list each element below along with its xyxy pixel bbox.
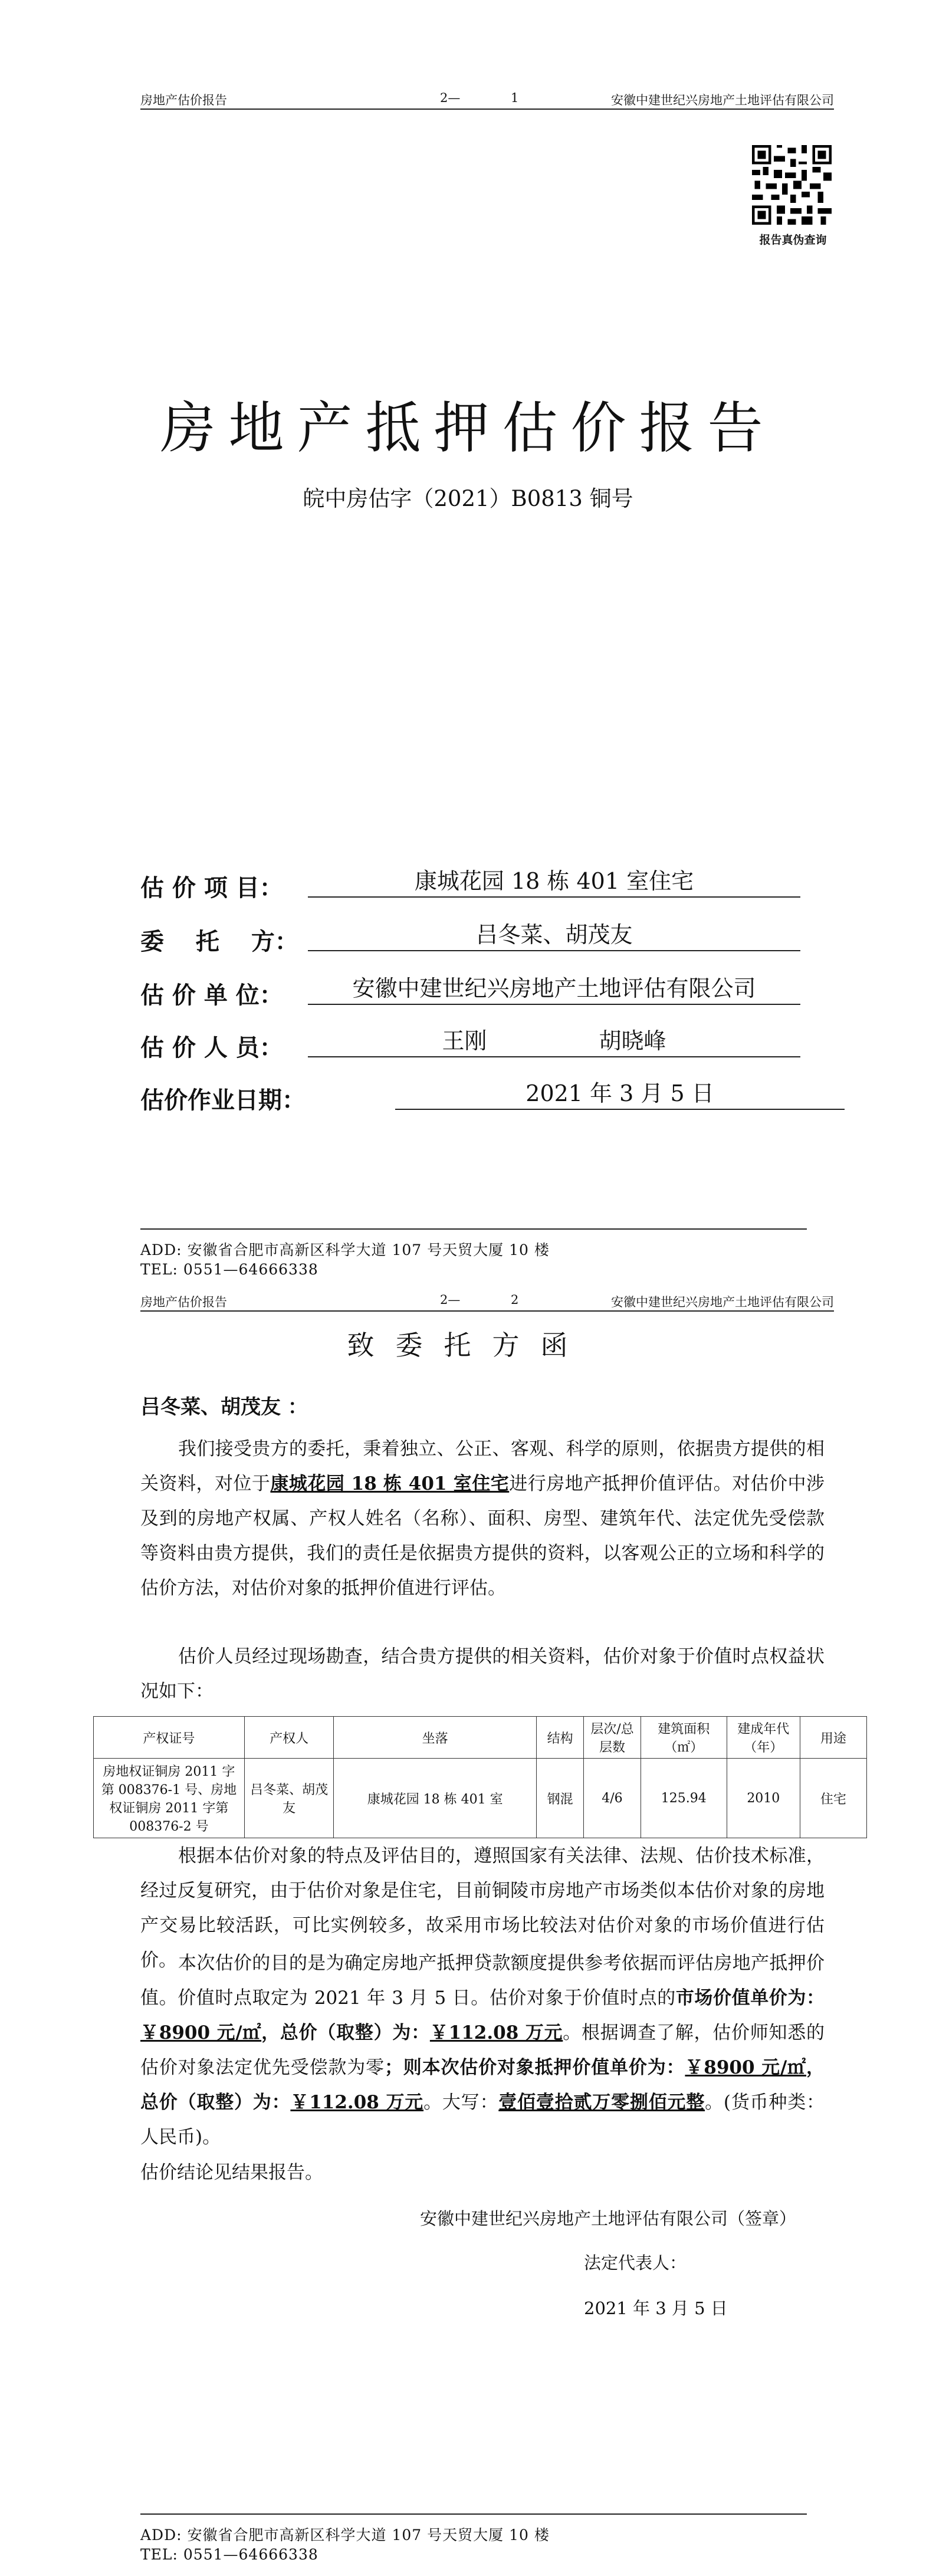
- letter-title: 致委托方函: [347, 1329, 589, 1361]
- page-header: [140, 1293, 834, 1312]
- header-page-number: 2: [511, 1293, 519, 1307]
- header-company: 安徽中建世纪兴房地产土地评估有限公司: [611, 1295, 834, 1309]
- field-value-project: 康城花园 18 栋 401 室住宅: [308, 866, 800, 898]
- property-rights-table: [93, 1716, 867, 1838]
- field-value-client: 吕冬菜、胡茂友: [308, 919, 800, 951]
- field-label-appraisers: 估 价 人 员：: [140, 1034, 283, 1062]
- market-unit-price-label: 市场价值单价为：: [675, 1987, 825, 2009]
- mortgage-total-price: ￥112.08 万元: [290, 2092, 424, 2113]
- market-unit-price: ￥8900 元/㎡: [140, 2022, 262, 2043]
- table-header-cell: 产权人: [244, 1717, 334, 1759]
- header-page-sep: 2—: [440, 1293, 461, 1307]
- field-label-client: 委 托 方：: [140, 928, 298, 955]
- field-value-appraisers: 王刚 胡晓峰: [308, 1026, 800, 1057]
- field-value-appraiser-org: 安徽中建世纪兴房地产土地评估有限公司: [308, 973, 800, 1005]
- para1-text-continued: 进行房地产抵押价值评估。对估价中涉及到的房地产权属、产权人姓名（名称）、面积、房型、建筑年代、法定优先受偿款等资料由贵方提供，我们的责任是依据贵方提供的资料，以客观公正的立场和科学的估价方法，对估价对象的抵押价值进行评估。: [140, 1473, 825, 1599]
- para1-text: 我们接受贵方的委托，秉着独立、公正、客观、科学的原则，依据贵方提供的相关资料，对位于: [140, 1438, 825, 1494]
- header-report-name: 房地产估价报告: [140, 1295, 227, 1309]
- table-cell-year: 2010: [727, 1759, 800, 1838]
- total-in-words: 壹佰壹拾贰万零捌佰元整: [498, 2092, 705, 2113]
- para4-text: 。根据调查了解，估价师知悉的估价对象法定优先受偿款为零: [140, 2022, 825, 2078]
- footer-address: ADD: 安徽省合肥市高新区科学大道 107 号天贸大厦 10 楼: [140, 1241, 550, 1259]
- table-header-cell: 用途: [800, 1717, 866, 1759]
- letter-paragraph-5: 估价结论见结果报告。: [140, 2162, 323, 2183]
- header-page-number: 1: [511, 91, 519, 105]
- header-company: 安徽中建世纪兴房地产土地评估有限公司: [611, 93, 834, 107]
- para4-text: 。大写：: [423, 2092, 499, 2113]
- table-cell-area: 125.94: [641, 1759, 727, 1838]
- report-title: 房地产抵押估价报告: [160, 396, 776, 461]
- table-cell-use: 住宅: [800, 1759, 866, 1838]
- footer-address: ADD: 安徽省合肥市高新区科学大道 107 号天贸大厦 10 楼: [140, 2526, 550, 2544]
- signature-representative: 法定代表人：: [584, 2253, 687, 2273]
- header-page-sep: 2—: [440, 91, 461, 105]
- table-header-row: [94, 1717, 867, 1759]
- table-cell-certificate: 房地权证铜房 2011 字第 008376-1 号、房地权证铜房 2011 字第 008376-2 号: [94, 1759, 245, 1838]
- market-total-price: ￥112.08 万元: [429, 2022, 563, 2043]
- table-row: [94, 1759, 867, 1838]
- footer-divider: [140, 2513, 807, 2515]
- signature-company: 安徽中建世纪兴房地产土地评估有限公司（签章）: [420, 2209, 797, 2229]
- mortgage-unit-price: ￥8900 元/㎡: [685, 2057, 807, 2078]
- table-header-cell: 产权证号: [94, 1717, 245, 1759]
- signature-date: 2021 年 3 月 5 日: [584, 2298, 728, 2318]
- table-header-cell: 建筑面积（㎡）: [641, 1717, 727, 1759]
- letter-paragraph-2: 估价人员经过现场勘查，结合贵方提供的相关资料，估价对象于价值时点权益状况如下：: [140, 1646, 825, 1702]
- table-header-cell: 建成年代（年）: [727, 1717, 800, 1759]
- table-cell-structure: 钢混: [537, 1759, 584, 1838]
- footer-phone: TEL: 0551—64666338: [140, 2546, 318, 2563]
- table-cell-floor: 4/6: [584, 1759, 641, 1838]
- header-report-name: 房地产估价报告: [140, 93, 227, 107]
- letter-paragraph-4: [140, 1946, 825, 2155]
- currency-note: 。(货币种类：人民币)。: [140, 2092, 825, 2148]
- letter-paragraph-1: [140, 1432, 825, 1606]
- mortgage-total-label: 总价（取整）为：: [140, 2092, 291, 2113]
- letter-paragraph-3: 根据本估价对象的特点及评估目的，遵照国家有关法律、法规、估价技术标准，经过反复研究，由于估价对象是住宅，目前铜陵市房地产市场类似本估价对象的房地产交易比较活跃，可比实例较多，故采用市场比较法对估价对象的市场价值进行估价。: [140, 1845, 825, 1971]
- separator: ，: [261, 2022, 280, 2043]
- footer-phone: TEL: 0551—64666338: [140, 1261, 318, 1278]
- table-cell-location: 康城花园 18 栋 401 室: [334, 1759, 537, 1838]
- para4-text: 本次估价的目的是为确定房地产抵押贷款额度提供参考依据而评估房地产抵押价值。价值时点取定为 2021 年 3 月 5 日。估价对象于价值时点的: [140, 1953, 825, 2009]
- separator: ，: [806, 2057, 825, 2078]
- table-cell-owner: 吕冬菜、胡茂友: [244, 1759, 334, 1838]
- field-label-appraiser-org: 估 价 单 位：: [140, 982, 283, 1009]
- table-header-cell: 坐落: [334, 1717, 537, 1759]
- market-total-label: 总价（取整）为：: [280, 2022, 430, 2043]
- qr-code-label: 报告真伪查询: [759, 234, 827, 247]
- property-address: 康城花园 18 栋 401 室住宅: [270, 1473, 510, 1494]
- letter-salutation: 吕冬菜、胡茂友 ：: [140, 1395, 308, 1419]
- mortgage-unit-price-label: 抵押价值单价为：: [534, 2057, 685, 2078]
- field-label-work-date: 估价作业日期：: [140, 1087, 306, 1114]
- report-number: 皖中房估字（2021）B0813 铜号: [303, 486, 633, 511]
- field-value-work-date: 2021 年 3 月 5 日: [395, 1078, 845, 1110]
- table-header-cell: 结构: [537, 1717, 584, 1759]
- table-header-cell: 层次/总层数: [584, 1717, 641, 1759]
- para4-text: ；则本次估价对象: [384, 2057, 535, 2078]
- field-label-project: 估 价 项 目：: [140, 875, 283, 902]
